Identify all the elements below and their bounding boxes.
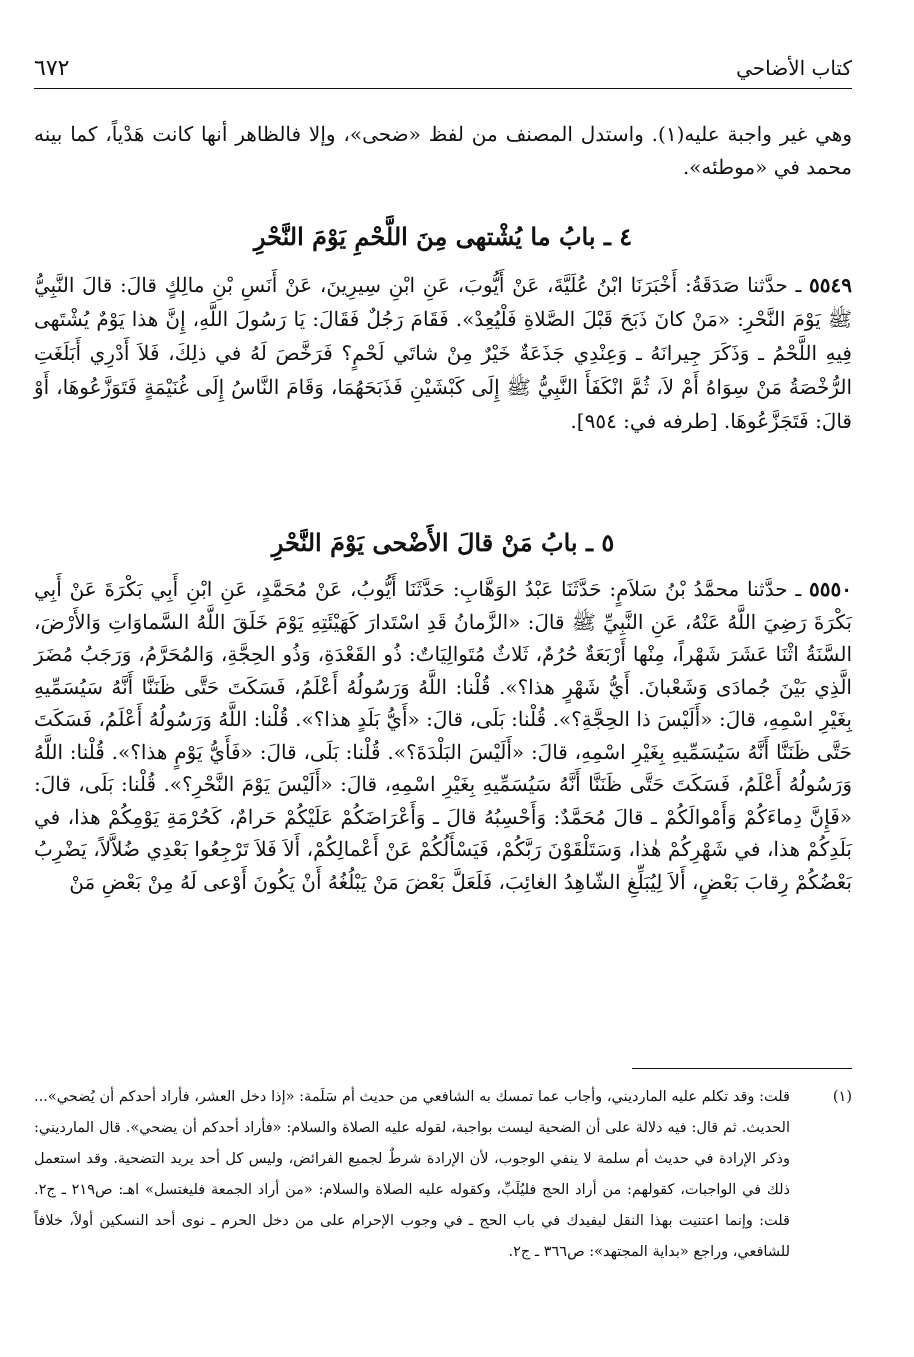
- running-head: [34, 50, 852, 84]
- intro-paragraph: [34, 118, 852, 184]
- hadith-text: ـ حدَّثنا صَدَقَةُ: أَخْبَرَنَا ابْنُ عُلَيَّةَ، عَنْ أَيُّوبَ، عَنِ ابْنِ سِيرِينَ، عَنْ أَنَسِ بْنِ مالِكٍ قالَ: قالَ النَّبِيُّ ﷺ يَوْمَ النَّحْرِ: «مَنْ كانَ ذَبَحَ قَبْلَ الصَّلاةِ فَلْيُعِدْ». فَقَامَ رَجُلٌ فَقَالَ: يَا رَسُولَ اللَّهِ، إِنَّ هذا يَوْمٌ يُشْتَهى فِيهِ اللَّحْمُ ـ وَذَكَرَ جِيرانَهُ ـ وَعِنْدِي جَذَعَةٌ خَيْرٌ مِنْ شاتَي لَحْمٍ؟ فَرَخَّصَ لَهُ في ذلِكَ، فَلاَ أَدْرِي أَبَلَغَتِ الرُّخْصَةُ مَنْ سِوَاهُ أَمْ لاَ، ثُمَّ انْكَفَأَ النَّبِيُّ ﷺ إِلَى كَبْشَيْنِ فَذَبَحَهُمَا، وَقَامَ النَّاسُ إِلَى غُنَيْمَةٍ فَتَوَزَّعُوهَا، أَوْ قالَ: فَتَجَزَّعُوهَا. [طرفه في: ٩٥٤].: [34, 273, 852, 433]
- book-title: كتاب الأضاحي: [736, 56, 852, 80]
- hadith-number: ٥٥٤٩: [809, 273, 853, 297]
- chapter-heading-4: ٤ ـ بابُ ما يُشْتهى مِنَ اللَّحْمِ يَوْمَ النَّحْرِ: [253, 222, 633, 251]
- hadith-5549: [34, 268, 852, 438]
- footnote: [34, 1082, 852, 1268]
- intro-text: وهي غير واجبة عليه(١). واستدل المصنف من لفظ «ضحى»، وإلا فالظاهر أنها كانت هَدْياً، كما بينه محمد في «موطئه».: [34, 122, 852, 179]
- hadith-5550: [34, 573, 852, 898]
- chapter-heading-5: ٥ ـ بابُ مَنْ قالَ الأَضْحى يَوْمَ النَّحْرِ: [271, 528, 615, 557]
- hadith-text: ـ حدَّثنا محمَّدُ بْنُ سَلاَمٍ: حَدَّثَنَا عَبْدُ الوَهَّابِ: حَدَّثَنَا أَيُّوبُ، عَنْ مُحَمَّدٍ، عَنِ ابْنِ أَبِي بَكْرَةَ عَنْ أَبِي بَكْرَةَ رَضِيَ اللَّهُ عَنْهُ، عَنِ النَّبِيِّ ﷺ قالَ: «الزَّمانُ قَدِ اسْتَدارَ كَهَيْئَتِهِ يَوْمَ خَلَقَ اللَّهُ السَّماوَاتِ وَالأَرْضَ، السَّنَةُ اثْنَا عَشَرَ شَهْراً، مِنْها أَرْبَعَةٌ حُرُمٌ، ثَلاثٌ مُتَوالِيَاتٌ: ذُو القَعْدَةِ، وَذُو الحِجَّةِ، وَالمُحَرَّمُ، وَرَجَبُ مُضَرَ الَّذِي بَيْنَ جُمادَى وَشَعْبانَ. أَيُّ شَهْرٍ هذا؟». قُلْنا: اللَّهُ وَرَسُولُهُ أَعْلَمُ، فَسَكَتَ حَتَّى ظَنَنَّا أَنَّهُ سَيُسَمِّيهِ بِغَيْرِ اسْمِهِ، قالَ: «أَلَيْسَ ذا الحِجَّةِ؟». قُلْنا: بَلَى، قالَ: «أَيُّ بَلَدٍ هذا؟». قُلْنا: اللَّهُ وَرَسُولُهُ أَعْلَمُ، فَسَكَتَ حَتَّى ظَنَنَّا أَنَّهُ سَيُسَمِّيهِ بِغَيْرِ اسْمِهِ، قالَ: «أَلَيْسَ البَلْدَةَ؟». قُلْنا: بَلَى، قالَ: «فَأَيُّ يَوْمٍ هذا؟». قُلْنا: اللَّهُ وَرَسُولُهُ أَعْلَمُ، فَسَكَتَ حَتَّى ظَنَنَّا أَنَّهُ سَيُسَمِّيهِ بِغَيْرِ اسْمِهِ، قالَ: «أَلَيْسَ يَوْمَ النَّحْرِ؟». قُلْنا: بَلَى، قالَ: «فَإِنَّ دِماءَكُمْ وَأَمْوالَكُمْ ـ قالَ مُحَمَّدٌ: وَأَحْسِبُهُ قالَ ـ وَأَعْرَاضَكُمْ عَلَيْكُمْ حَرامٌ، كَحُرْمَةِ يَوْمِكُمْ هذا، في بَلَدِكُمْ هذا، في شَهْرِكُمْ هٰذا، وَسَتَلْقَوْنَ رَبَّكُمْ، فَيَسْأَلُكُمْ عَنْ أَعْمالِكُمْ، أَلاَ فَلاَ تَرْجِعُوا بَعْدِي ضُلاَّلاً، يَضْرِبُ بَعْضُكُمْ رِقابَ بَعْضٍ، أَلاَ لِيُبَلِّغِ الشّاهِدُ الغائِبَ، فَلَعَلَّ بَعْضَ مَنْ يَبْلُغُهُ أَنْ يَكُونَ أَوْعى لَهُ مِنْ بَعْضِ مَنْ: [34, 577, 852, 894]
- hadith-number: ٥٥٥٠: [809, 577, 852, 601]
- footnote-text: قلت: وقد تكلم عليه المارديني، وأجاب عما تمسك به الشافعي من حديث أم سَلَمة: «إذا دخل العشر، فأراد أحدكم أن يُضحي»... الحديث. ثم قال: فيه دلالة على أن الضحية ليست بواجبة، لقوله عليه الصلاة والسلام: «فأراد أحدكم أن يضحي». قال المارديني: وذكر الإرادة في حديث أم سلمة لا ينفي الوجوب، لأن الإرادة شرطٌ لجميع الفرائض، وليس كل أحد يريد التضحية. وقد استعمل ذلك في الواجبات، كقولهم: من أراد الحج فليُلَبِّ، وكقوله عليه الصلاة والسلام: «من أراد الجمعة فليغتسل» اهـ: ص٢١٩ ـ ج٢. قلت: وإنما اعتنيت بهذا النقل ليفيدك في باب الحج ـ في وجوب الإحرام على من دخل الحرم ـ نوى أحد النسكين أولاً، خلافاً للشافعي، وراجع «بداية المجتهد»: ص٣٦٦ ـ ج٢.: [34, 1089, 791, 1260]
- page-number: ٦٧٢: [34, 56, 70, 81]
- footnote-marker: (١): [832, 1089, 852, 1105]
- header-divider: [34, 88, 852, 89]
- footnote-divider: [632, 1068, 852, 1069]
